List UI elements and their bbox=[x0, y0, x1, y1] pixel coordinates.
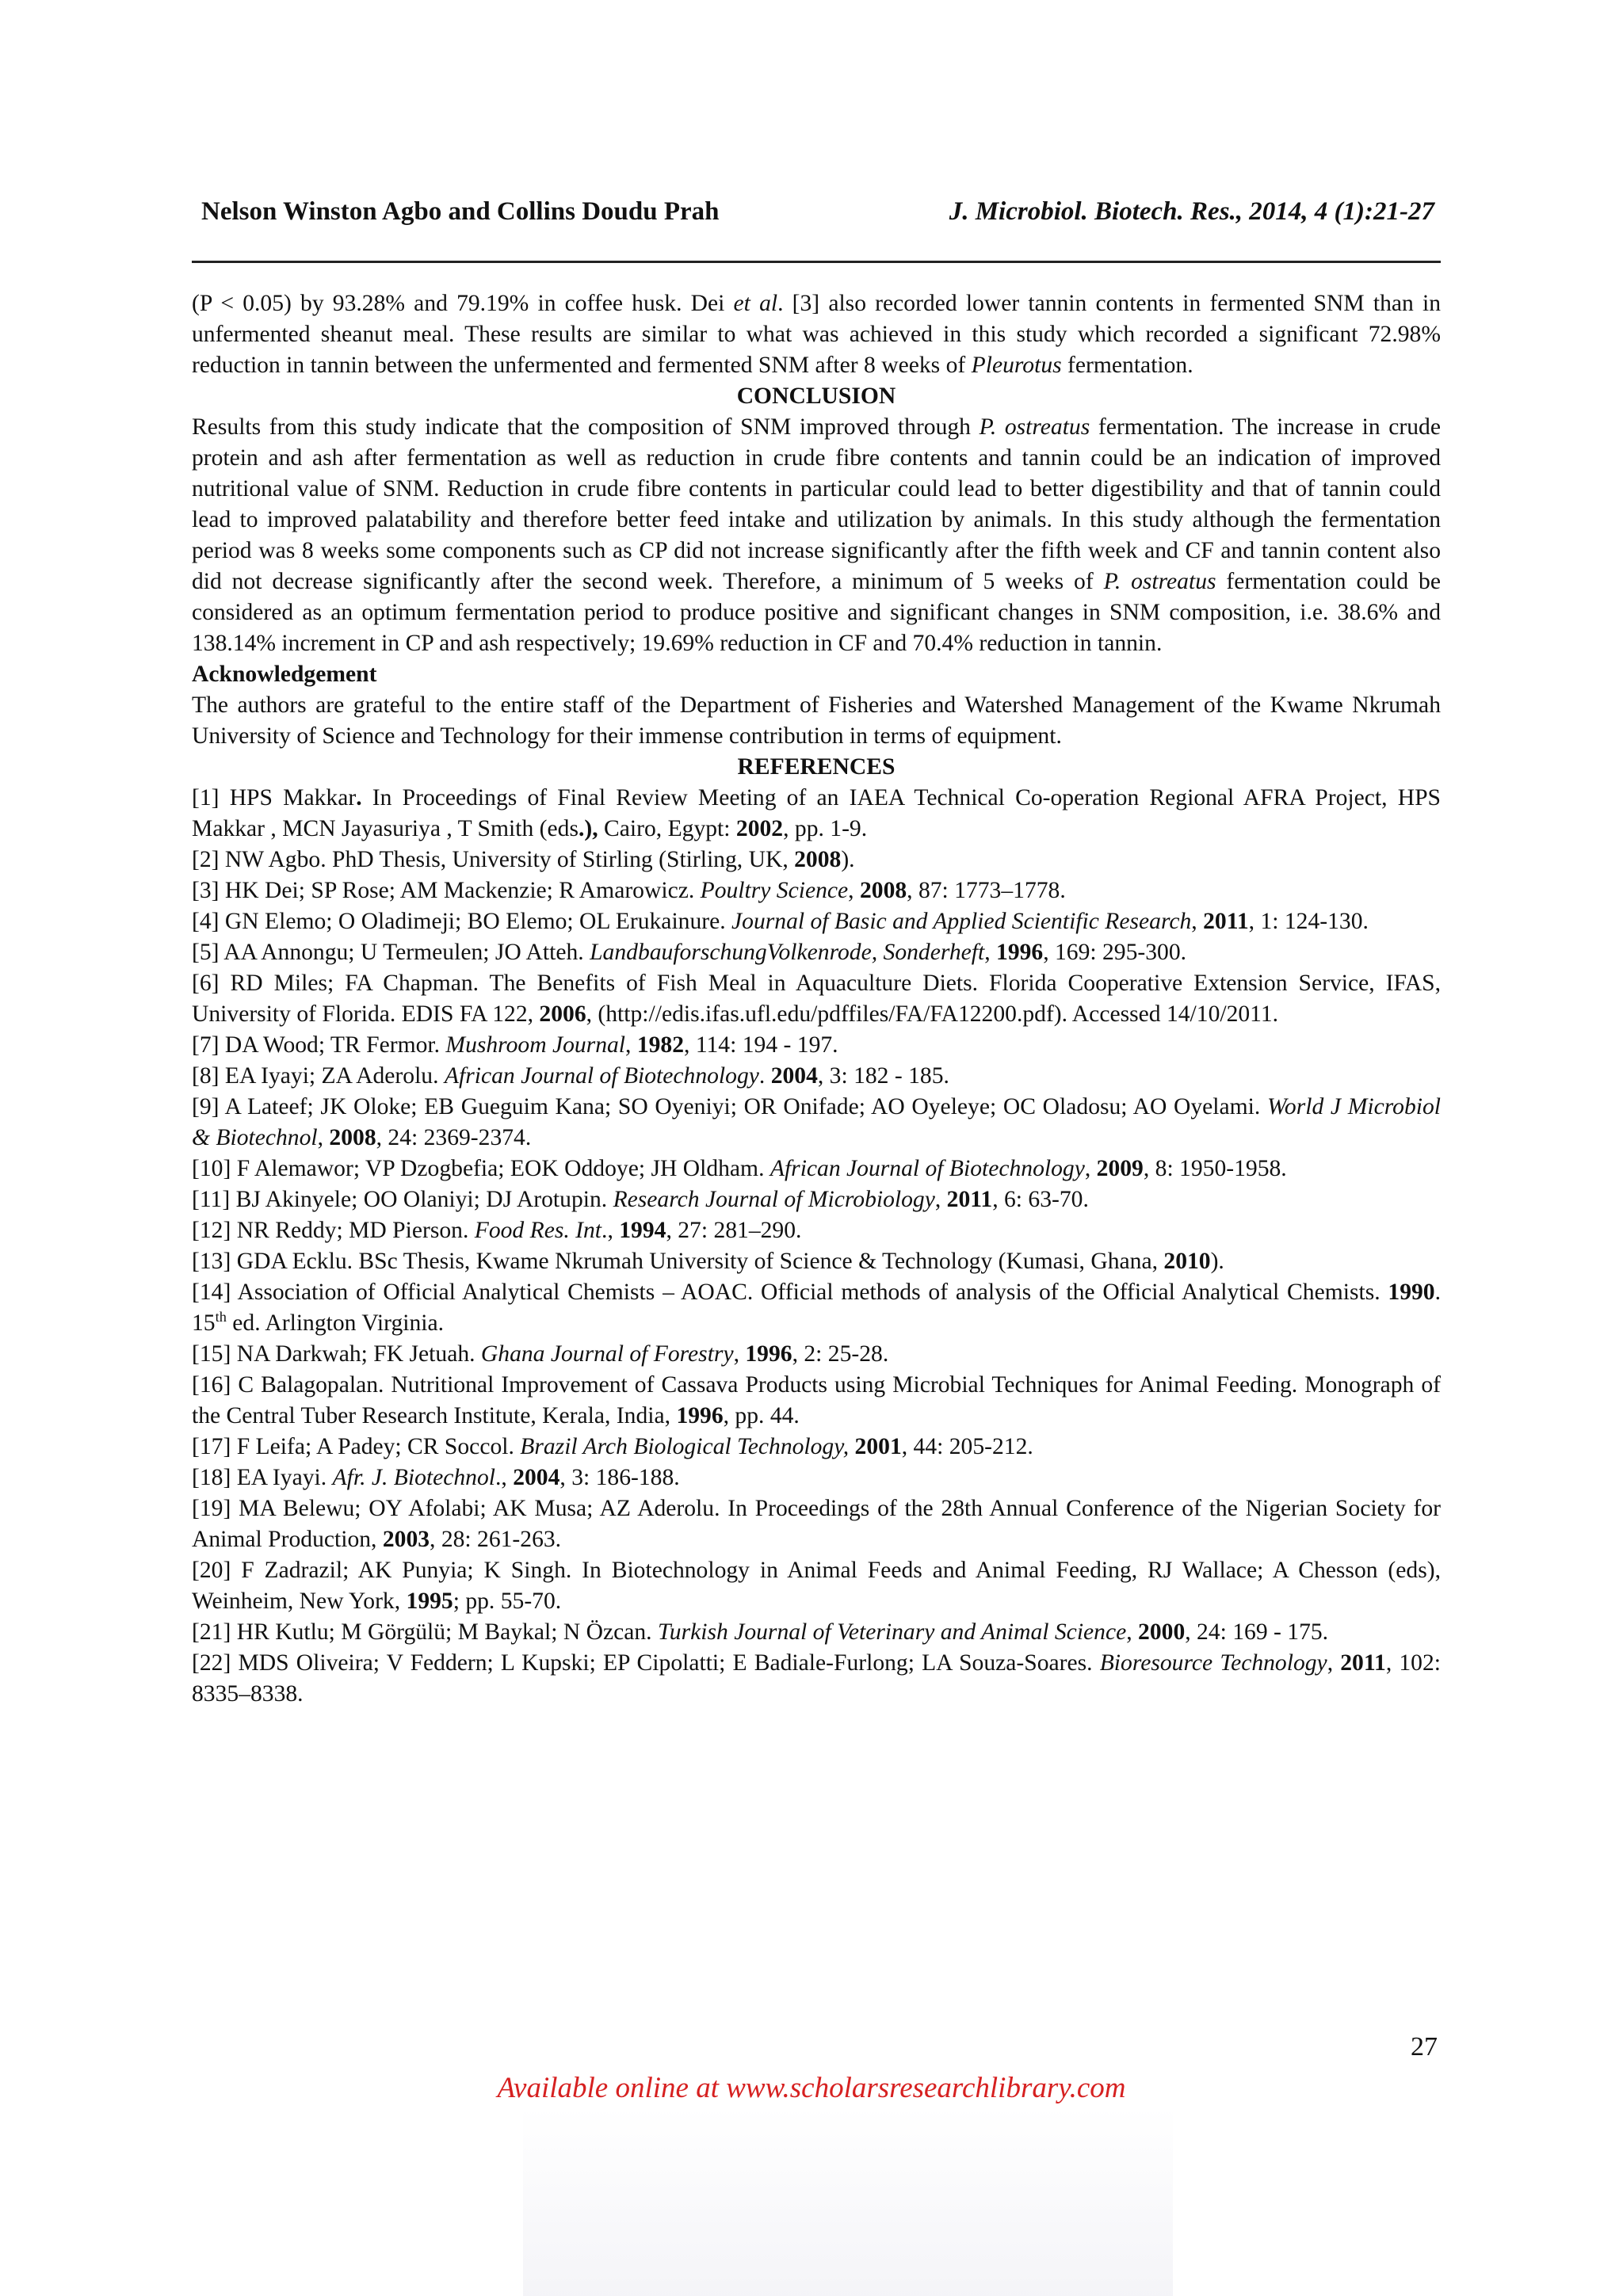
italic-run: P. ostreatus bbox=[1103, 569, 1216, 594]
bold-run: . bbox=[356, 785, 362, 810]
italic-run: Pleurotus bbox=[971, 353, 1062, 378]
text-run: Results from this study indicate that the composition of SNM improved through bbox=[192, 414, 980, 440]
text-run: , 169: 295-300. bbox=[1043, 940, 1187, 965]
text-run: [6] RD Miles; FA Chapman. The Benefits of Fish Meal in Aquaculture Diets. Florida Cooperative Extension Service, IFAS, University of Florida. EDIS FA 122, bbox=[192, 971, 1441, 1027]
text-run: , (http://edis.ifas.ufl.edu/pdffiles/FA/FA12200.pdf). Accessed 14/10/2011. bbox=[586, 1001, 1279, 1027]
italic-run: et al bbox=[733, 291, 778, 316]
text-run: , pp. 1-9. bbox=[783, 816, 868, 841]
text-run: [20] F Zadrazil; AK Punyia; K Singh. In Biotechnology in Animal Feeds and Animal Feeding, RJ Wallace; A Chesson (eds), Weinheim, New York, bbox=[192, 1558, 1441, 1614]
reference-item bbox=[192, 1184, 1441, 1215]
text-run: [19] MA Belewu; OY Afolabi; AK Musa; AZ Aderolu. In Proceedings of the 28th Annual Conference of the Nigerian Society for Animal Production, bbox=[192, 1496, 1441, 1552]
text-run: Cairo, Egypt: bbox=[598, 816, 736, 841]
text-run: , bbox=[1126, 1619, 1139, 1645]
bold-run: 2006 bbox=[539, 1001, 586, 1027]
scan-shading bbox=[523, 2107, 1173, 2296]
text-run: , bbox=[1084, 1156, 1097, 1181]
text-run: , 27: 281–290. bbox=[666, 1218, 802, 1243]
bold-run: 2011 bbox=[946, 1187, 993, 1212]
reference-list bbox=[192, 783, 1441, 1710]
header-journal-citation: J. Microbiol. Biotech. Res., 2014, 4 (1):21-27 bbox=[949, 197, 1434, 226]
intro-paragraph bbox=[192, 288, 1441, 381]
text-run: [13] GDA Ecklu. BSc Thesis, Kwame Nkrumah University of Science & Technology (Kumasi, Ghana, bbox=[192, 1249, 1164, 1274]
bold-run: 2008 bbox=[794, 847, 842, 872]
text-run: , 87: 1773–1778. bbox=[907, 878, 1066, 903]
text-run: [21] HR Kutlu; M Görgülü; M Baykal; N Özcan. bbox=[192, 1619, 658, 1645]
reference-item bbox=[192, 906, 1441, 937]
text-run: , bbox=[317, 1125, 330, 1150]
text-run: , pp. 44. bbox=[723, 1403, 800, 1428]
reference-item bbox=[192, 1277, 1441, 1339]
text-run: . bbox=[758, 1063, 771, 1089]
bold-run: 1994 bbox=[619, 1218, 666, 1243]
text-run: , 102: 8335–8338. bbox=[192, 1650, 1441, 1707]
reference-item bbox=[192, 783, 1441, 845]
italic-run: P. ostreatus bbox=[979, 414, 1090, 440]
text-run: [16] C Balagopalan. Nutritional Improvement of Cassava Products using Microbial Techniques for Animal Feeding. Monograph of the Central Tuber Research Institute, Kerala, India, bbox=[192, 1372, 1441, 1428]
text-run: , bbox=[984, 940, 997, 965]
bold-run: 2008 bbox=[859, 878, 907, 903]
reference-item bbox=[192, 1648, 1441, 1710]
text-run: [5] AA Annongu; U Termeulen; JO Atteh. bbox=[192, 940, 590, 965]
text-run: , 3: 186-188. bbox=[559, 1465, 680, 1490]
bold-run: .), bbox=[578, 816, 598, 841]
reference-item bbox=[192, 1339, 1441, 1370]
text-run: fermentation could be considered as an optimum fermentation period to produce positive and significant changes in SNM composition, i.e. 38.6% and 138.14% increment in CP and ash respectively; 19.69% reduction in CF and 70.4% reduction in tannin. bbox=[192, 569, 1441, 656]
text-run: [22] MDS Oliveira; V Feddern; L Kupski; EP Cipolatti; E Badiale-Furlong; LA Souza-Soares. bbox=[192, 1650, 1100, 1676]
reference-item bbox=[192, 1463, 1441, 1493]
bold-run: 1996 bbox=[745, 1341, 792, 1367]
text-run: [7] DA Wood; TR Fermor. bbox=[192, 1032, 446, 1058]
text-run: [11] BJ Akinyele; OO Olaniyi; DJ Arotupin. bbox=[192, 1187, 613, 1212]
bold-run: 2004 bbox=[513, 1465, 560, 1490]
text-run: ; pp. 55-70. bbox=[453, 1589, 562, 1614]
bold-run: 1982 bbox=[636, 1032, 685, 1058]
text-run: (P < 0.05) by 93.28% and 79.19% in coffee husk. Dei bbox=[192, 291, 734, 316]
main-text bbox=[192, 288, 1441, 1710]
bold-run: 1990 bbox=[1388, 1280, 1435, 1305]
italic-run: Bioresource Technology bbox=[1099, 1650, 1327, 1676]
bold-run: 2003 bbox=[382, 1527, 430, 1552]
acknowledgement-heading: Acknowledgement bbox=[192, 662, 377, 687]
superscript-run: th bbox=[215, 1309, 227, 1325]
italic-run: World J Microbiol & Biotechnol bbox=[192, 1094, 1441, 1150]
text-run: , 28: 261-263. bbox=[430, 1527, 562, 1552]
footer-availability: Available online at www.scholarsresearchlibrary.com bbox=[497, 2072, 1126, 2104]
italic-run: Turkish Journal of Veterinary and Animal Science bbox=[657, 1619, 1127, 1645]
bold-run: 2001 bbox=[854, 1434, 902, 1459]
text-run: [18] EA Iyayi. bbox=[192, 1465, 333, 1490]
text-run: , bbox=[848, 878, 860, 903]
text-run: In Proceedings of Final Review Meeting of an IAEA Technical Co-operation Regional AFRA Project, HPS Makkar , MCN Jayasuriya , T Smith (eds bbox=[192, 785, 1441, 841]
text-run: ed. Arlington Virginia. bbox=[226, 1310, 445, 1336]
page-number: 27 bbox=[1411, 2032, 1438, 2061]
text-run bbox=[849, 1434, 854, 1459]
italic-run: LandbauforschungVolkenrode, Sonderheft bbox=[590, 940, 985, 965]
italic-run: Poultry Science bbox=[700, 878, 849, 903]
italic-run: Research Journal of Microbiology bbox=[613, 1187, 935, 1212]
text-run: ., bbox=[495, 1465, 514, 1490]
bold-run: 1996 bbox=[676, 1403, 724, 1428]
italic-run: African Journal of Biotechnology bbox=[769, 1156, 1085, 1181]
reference-item bbox=[192, 1061, 1441, 1092]
italic-run: Afr. J. Biotechnol bbox=[332, 1465, 495, 1490]
reference-item bbox=[192, 968, 1441, 1030]
bold-run: 1996 bbox=[996, 940, 1044, 965]
text-run: [9] A Lateef; JK Oloke; EB Gueguim Kana; SO Oyeniyi; OR Onifade; AO Oyeleye; OC Oladosu; AO Oyelami. bbox=[192, 1094, 1267, 1119]
reference-item bbox=[192, 937, 1441, 968]
italic-run: Brazil Arch Biological Technology, bbox=[520, 1434, 850, 1459]
reference-item bbox=[192, 1432, 1441, 1463]
reference-item bbox=[192, 1493, 1441, 1555]
reference-item bbox=[192, 1154, 1441, 1184]
bold-run: 2009 bbox=[1096, 1156, 1144, 1181]
references-heading: REFERENCES bbox=[737, 754, 896, 780]
reference-item bbox=[192, 1370, 1441, 1432]
text-run: , 8: 1950-1958. bbox=[1143, 1156, 1287, 1181]
text-run: . [3] also recorded lower tannin contents in fermented SNM than in unfermented sheanut meal. These results are similar to what was achieved in this study which recorded a significant 72.98% reduction in tannin between the unfermented and fermented SNM after 8 weeks of bbox=[192, 291, 1441, 378]
italic-run: Food Res. Int bbox=[474, 1218, 602, 1243]
bold-run: 2000 bbox=[1138, 1619, 1186, 1645]
text-run: , bbox=[625, 1032, 637, 1058]
text-run: [2] NW Agbo. PhD Thesis, University of Stirling (Stirling, UK, bbox=[192, 847, 795, 872]
running-header bbox=[197, 192, 1441, 231]
text-run: . 15 bbox=[192, 1280, 1441, 1336]
text-run: , 114: 194 - 197. bbox=[684, 1032, 838, 1058]
text-run: , 2: 25-28. bbox=[792, 1341, 889, 1367]
bold-run: 2010 bbox=[1163, 1249, 1211, 1274]
reference-item bbox=[192, 1030, 1441, 1061]
text-run: , 44: 205-212. bbox=[901, 1434, 1033, 1459]
reference-item bbox=[192, 1215, 1441, 1246]
text-run: , bbox=[1191, 909, 1204, 934]
text-run: [15] NA Darkwah; FK Jetuah. bbox=[192, 1341, 481, 1367]
bold-run: 2008 bbox=[329, 1125, 376, 1150]
text-run: , 3: 182 - 185. bbox=[817, 1063, 949, 1089]
text-run: [4] GN Elemo; O Oladimeji; BO Elemo; OL Erukainure. bbox=[192, 909, 732, 934]
reference-item bbox=[192, 845, 1441, 875]
reference-item bbox=[192, 1555, 1441, 1617]
text-run: ). bbox=[1210, 1249, 1224, 1274]
text-run: ., bbox=[601, 1218, 620, 1243]
bold-run: 2011 bbox=[1203, 909, 1249, 934]
header-authors: Nelson Winston Agbo and Collins Doudu Prah bbox=[201, 197, 720, 226]
text-run: , 6: 63-70. bbox=[992, 1187, 1089, 1212]
bold-run: 1995 bbox=[406, 1589, 453, 1614]
text-run: fermentation. bbox=[1061, 353, 1193, 378]
text-run: , 24: 2369-2374. bbox=[376, 1125, 532, 1150]
text-run: , 24: 169 - 175. bbox=[1185, 1619, 1329, 1645]
conclusion-paragraph bbox=[192, 412, 1441, 659]
reference-item bbox=[192, 875, 1441, 906]
text-run: [8] EA Iyayi; ZA Aderolu. bbox=[192, 1063, 445, 1089]
reference-item bbox=[192, 1246, 1441, 1277]
bold-run: 2004 bbox=[770, 1063, 818, 1089]
text-run: , bbox=[934, 1187, 947, 1212]
text-run: [3] HK Dei; SP Rose; AM Mackenzie; R Amarowicz. bbox=[192, 878, 701, 903]
text-run: , bbox=[1327, 1650, 1341, 1676]
text-run: [1] HPS Makkar bbox=[192, 785, 357, 810]
text-run: [17] F Leifa; A Padey; CR Soccol. bbox=[192, 1434, 521, 1459]
text-run: ). bbox=[841, 847, 855, 872]
acknowledgement-paragraph: The authors are grateful to the entire staff of the Department of Fisheries and Watershed Management of the Kwame Nkrumah University of Science and Technology for their immense contribution in terms of equipment. bbox=[192, 692, 1441, 749]
text-run: fermentation. The increase in crude protein and ash after fermentation as well as reduction in crude fibre contents and tannin could be an indication of improved nutritional value of SNM. Reduction in crude fibre contents in particular could lead to better digestibility and that of tannin could lead to improved palatability and therefore better feed intake and utilization by animals. In this study although the fermentation period was 8 weeks some components such as CP did not increase significantly after the fifth week and CF and tannin content also did not decrease significantly after the second week. Therefore, a minimum of 5 weeks of bbox=[192, 414, 1441, 594]
reference-item bbox=[192, 1092, 1441, 1154]
bold-run: 2002 bbox=[735, 816, 784, 841]
text-run: , 1: 124-130. bbox=[1248, 909, 1369, 934]
bold-run: 2011 bbox=[1340, 1650, 1386, 1676]
text-run: [14] Association of Official Analytical Chemists – AOAC. Official methods of analysis of the Official Analytical Chemists. bbox=[192, 1280, 1388, 1305]
reference-item bbox=[192, 1617, 1441, 1648]
italic-run: Mushroom Journal bbox=[445, 1032, 626, 1058]
text-run: , bbox=[733, 1341, 746, 1367]
conclusion-heading: CONCLUSION bbox=[736, 383, 896, 409]
text-run: [12] NR Reddy; MD Pierson. bbox=[192, 1218, 475, 1243]
text-run: [10] F Alemawor; VP Dzogbefia; EOK Oddoye; JH Oldham. bbox=[192, 1156, 770, 1181]
italic-run: African Journal of Biotechnology bbox=[444, 1063, 759, 1089]
italic-run: Journal of Basic and Applied Scientific Research bbox=[731, 909, 1192, 934]
header-rule bbox=[192, 261, 1441, 263]
italic-run: Ghana Journal of Forestry bbox=[480, 1341, 734, 1367]
